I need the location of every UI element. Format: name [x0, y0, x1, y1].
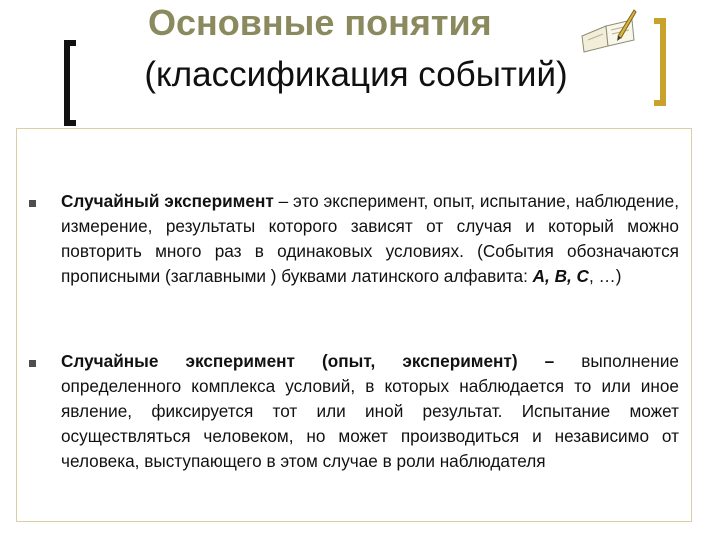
slide-subtitle: (классификация событий) — [144, 55, 568, 94]
bullet-marker — [29, 360, 36, 367]
slide-title: Основные понятия — [148, 2, 492, 43]
term-random-experiment: Случайный эксперимент — [61, 191, 274, 211]
definition-body: выполнение определенного комплекса условий, в которых наблюдается то или иное явление, фиксируется тот или иной результат. Испытание может осуществляться человеком, но может производиться и независимо от человека, выступающего в этом случае в роли наблюдателя — [61, 351, 679, 471]
latin-letters: А, В, С — [532, 266, 589, 286]
definition-text — [61, 349, 679, 474]
right-bracket-decoration — [654, 18, 666, 106]
left-bracket-decoration — [64, 40, 76, 126]
bullet-marker — [29, 200, 36, 207]
definition-text — [61, 189, 679, 289]
definition-tail: , …) — [588, 266, 622, 286]
term-random-experiments: Случайные эксперимент (опыт, эксперимент) – — [61, 351, 555, 371]
content-panel — [16, 128, 692, 522]
open-book-with-pen-icon — [578, 6, 638, 54]
definition-body: – это эксперимент, опыт, испытание, наблюдение, измерение, результаты которого зависят от случая и который можно повторить много раз в одинаковых условиях. (События обозначаются прописными (заглавными ) буквами латинского алфавита: — [61, 191, 679, 286]
